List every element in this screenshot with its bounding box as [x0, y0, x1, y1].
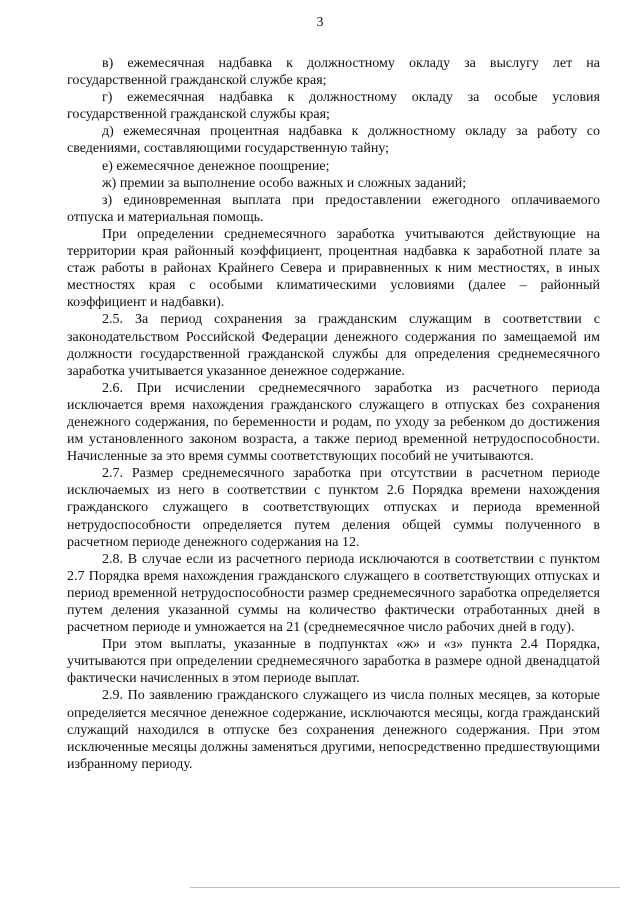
- paragraph-item-d: д) ежемесячная процентная надбавка к должностному окладу за работу со сведениями, составляющими государственную тайну;: [67, 124, 600, 157]
- paragraph-2-7: 2.7. Размер среднемесячного заработка при отсутствии в расчетном периоде исключаемых из него в соответствии с пунктом 2.6 Порядка времени нахождения гражданского служащего в соответствующих отпусках и периода временной нетрудоспособности определяется путем деления общей суммы полученного в расчетном периоде денежного содержания на 12.: [67, 466, 600, 550]
- paragraph-2-6: 2.6. При исчислении среднемесячного заработка из расчетного периода исключается время нахождения гражданского служащего в отпусках без сохранения денежного содержания, по беременности и родам, по уходу за ребенком до достижения им установленного законом возраста, а также период временной нетрудоспособности. Начисленные за это время суммы соответствующих пособий не учитываются.: [67, 380, 600, 465]
- page-footer-divider: [190, 887, 620, 888]
- paragraph-item-e: е) ежемесячное денежное поощрение;: [102, 158, 330, 174]
- paragraph-item-v: в) ежемесячная надбавка к должностному окладу за выслугу лет на государственной гражданской службе края;: [67, 56, 600, 89]
- paragraph-item-zh: ж) премии за выполнение особо важных и сложных заданий;: [102, 175, 467, 191]
- paragraph-2-8: 2.8. В случае если из расчетного периода исключаются в соответствии с пунктом 2.7 Порядка время нахождения гражданского служащего в соответствующих отпусках и период временной нетрудоспособности размер среднемесячного заработка определяется путем деления указанной суммы на количество фактически отработанных дней в расчетном периоде и умножается на 21 (среднемесячное число рабочих дней в году).: [67, 551, 600, 636]
- paragraph-item-g: г) ежемесячная надбавка к должностному окладу за особые условия государственной гражданской службы края;: [67, 90, 600, 123]
- document-body: [67, 55, 600, 773]
- paragraph-2-5: 2.5. За период сохранения за гражданским служащим в соответствии с законодательством Российской Федерации денежного содержания по замещаемой им должности государственной гражданской службы для определения среднемесячного заработка учитывается указанное денежное содержание.: [67, 312, 600, 379]
- page-number: 3: [316, 15, 324, 30]
- paragraph-payments-note: При этом выплаты, указанные в подпунктах «ж» и «з» пункта 2.4 Порядка, учитываются при определении среднемесячного заработка в размере одной двенадцатой фактически начисленных в этом периоде выплат.: [67, 637, 600, 687]
- paragraph-item-z: з) единовременная выплата при предоставлении ежегодного оплачиваемого отпуска и материальная помощь.: [67, 192, 600, 225]
- paragraph-regional-coefficient: При определении среднемесячного заработка учитываются действующие на территории края районный коэффициент, процентная надбавка к заработной плате за стаж работы в районах Крайнего Севера и приравненных к ним местностях, в иных местностях края с особыми климатическими условиями (далее – районный коэффициент и надбавки).: [67, 226, 600, 311]
- paragraph-2-9: 2.9. По заявлению гражданского служащего из числа полных месяцев, за которые определяется месячное денежное содержание, исключаются месяцы, когда гражданский служащий находился в отпуске без сохранения денежного содержания. При этом исключенные месяцы должны заменяться другими, непосредственно предшествующими избранному периоду.: [67, 688, 600, 772]
